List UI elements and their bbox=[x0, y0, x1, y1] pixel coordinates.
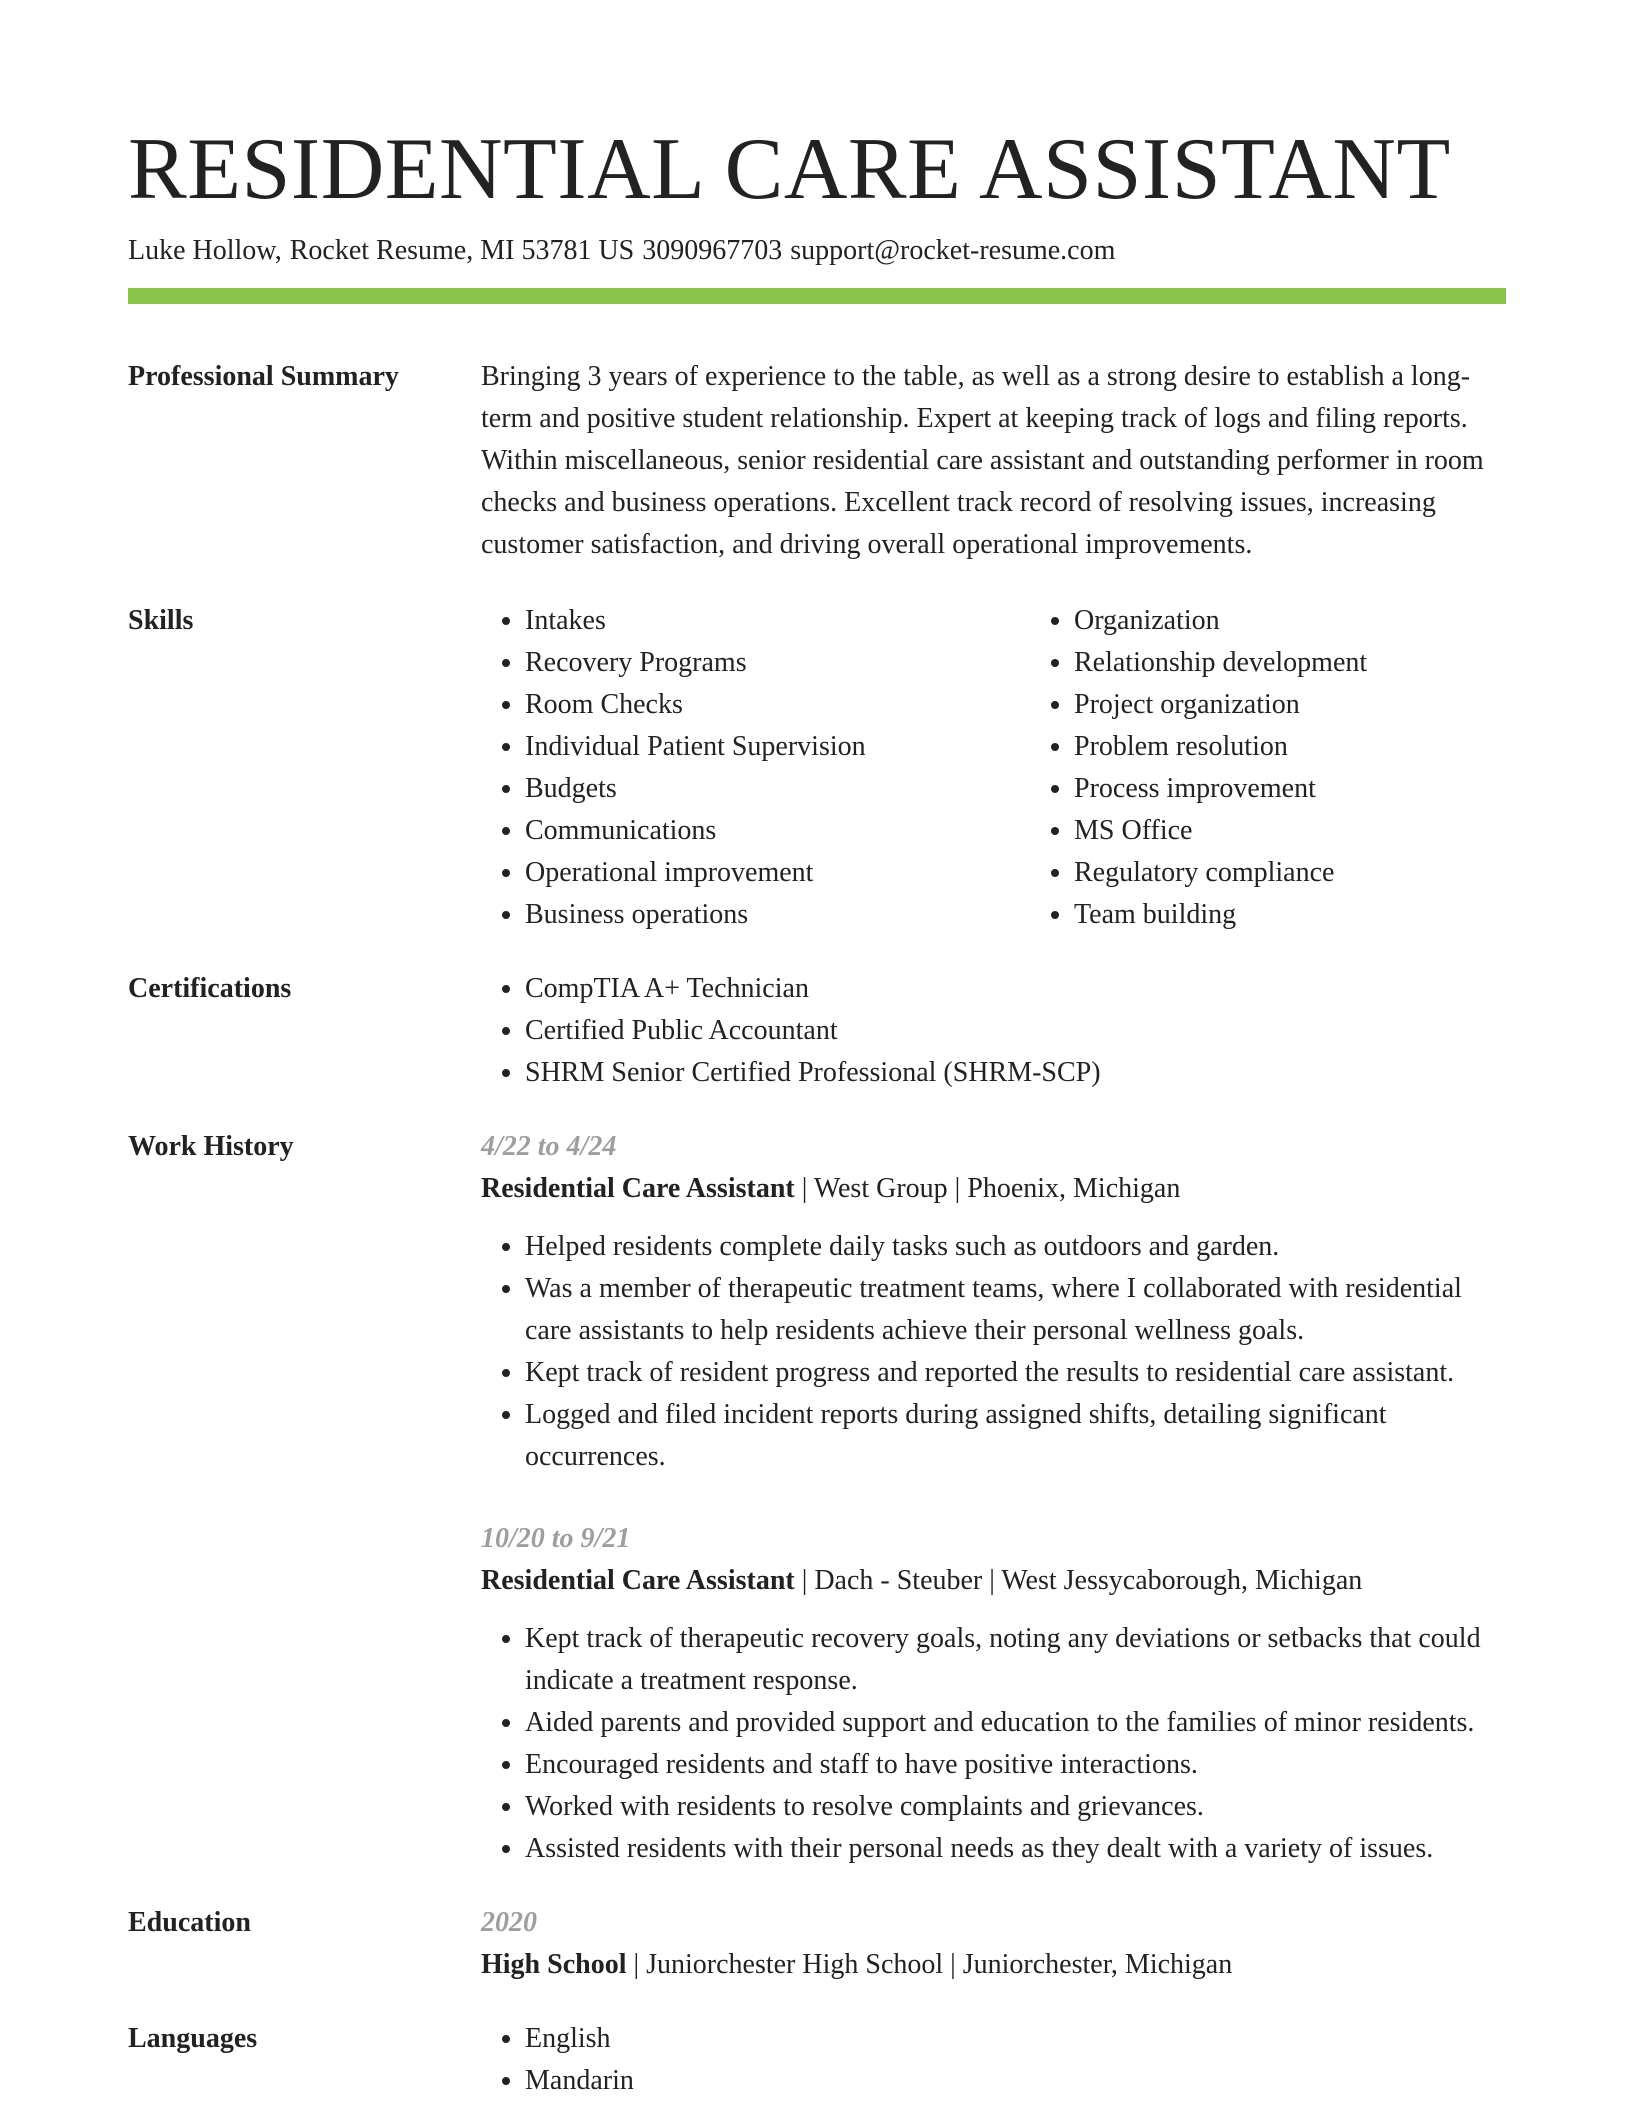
job-heading bbox=[481, 1560, 1506, 1602]
job-title: Residential Care Assistant bbox=[481, 1565, 795, 1596]
education-section bbox=[128, 1902, 1506, 1986]
job-details: | West Group | Phoenix, Michigan bbox=[794, 1173, 1181, 1204]
list-item: • Logged and filed incident reports during assigned shifts, detailing significant occurrences. bbox=[525, 1394, 1506, 1478]
list-item: • Encouraged residents and staff to have positive interactions. bbox=[525, 1744, 1506, 1786]
certifications-heading: Certifications bbox=[128, 973, 292, 1004]
summary-heading: Professional Summary bbox=[128, 361, 399, 392]
list-item: • Communications bbox=[525, 810, 1030, 852]
work-history-heading: Work History bbox=[128, 1131, 294, 1162]
skills-section bbox=[128, 600, 1506, 936]
languages-list bbox=[481, 2018, 1506, 2102]
contact-email: support@rocket-resume.com bbox=[790, 235, 1116, 266]
list-item: • Problem resolution bbox=[1074, 726, 1579, 768]
education-details: | Juniorchester High School | Juniorchester, Michigan bbox=[626, 1949, 1233, 1980]
list-item: • Kept track of therapeutic recovery goals, noting any deviations or setbacks that could indicate a treatment response. bbox=[525, 1618, 1506, 1702]
work-history-section bbox=[128, 1126, 1506, 1870]
list-item: • Certified Public Accountant bbox=[525, 1010, 1506, 1052]
list-item: • Budgets bbox=[525, 768, 1030, 810]
list-item: • Business operations bbox=[525, 894, 1030, 936]
job-details: | Dach - Steuber | West Jessycaborough, Michigan bbox=[794, 1565, 1363, 1596]
skills-list-left bbox=[481, 600, 1030, 936]
list-item: • Operational improvement bbox=[525, 852, 1030, 894]
job-title: Residential Care Assistant bbox=[481, 1173, 795, 1204]
contact-address: Rocket Resume, MI 53781 US bbox=[289, 235, 635, 266]
list-item: • Kept track of resident progress and reported the results to residential care assistant. bbox=[525, 1352, 1506, 1394]
summary-text: Bringing 3 years of experience to the table, as well as a strong desire to establish a long-term and positive student relationship. Expert at keeping track of logs and filing reports. Within miscellaneous, senior residential care assistant and outstanding performer in room checks and business operations. Excellent track record of resolving issues, increasing customer satisfaction, and driving overall operational improvements. bbox=[481, 361, 1484, 560]
certifications-section bbox=[128, 968, 1506, 1094]
job-entry bbox=[481, 1518, 1506, 1870]
contact-line bbox=[128, 234, 1506, 268]
list-item: • MS Office bbox=[1074, 810, 1579, 852]
list-item: • Team building bbox=[1074, 894, 1579, 936]
job-entry bbox=[481, 1126, 1506, 1478]
list-item: • Regulatory compliance bbox=[1074, 852, 1579, 894]
certifications-list bbox=[481, 968, 1506, 1094]
list-item: • Was a member of therapeutic treatment teams, where I collaborated with residential care assistants to help residents achieve their personal wellness goals. bbox=[525, 1268, 1506, 1352]
list-item: • Worked with residents to resolve complaints and grievances. bbox=[525, 1786, 1506, 1828]
education-line bbox=[481, 1944, 1506, 1986]
list-item: • SHRM Senior Certified Professional (SHRM-SCP) bbox=[525, 1052, 1506, 1094]
skills-list-right bbox=[1030, 600, 1579, 936]
list-item: • Individual Patient Supervision bbox=[525, 726, 1030, 768]
list-item: • Process improvement bbox=[1074, 768, 1579, 810]
list-item: • Project organization bbox=[1074, 684, 1579, 726]
languages-section bbox=[128, 2018, 1506, 2102]
list-item: • Organization bbox=[1074, 600, 1579, 642]
job-dates: 10/20 to 9/21 bbox=[481, 1523, 631, 1554]
skills-heading: Skills bbox=[128, 605, 194, 636]
job-dates: 4/22 to 4/24 bbox=[481, 1131, 617, 1162]
list-item: • Aided parents and provided support and education to the families of minor residents. bbox=[525, 1702, 1506, 1744]
list-item: • Intakes bbox=[525, 600, 1030, 642]
header-divider bbox=[128, 288, 1506, 304]
job-bullets bbox=[481, 1226, 1506, 1478]
education-degree: High School bbox=[481, 1949, 627, 1980]
list-item: • Helped residents complete daily tasks such as outdoors and garden. bbox=[525, 1226, 1506, 1268]
job-heading bbox=[481, 1168, 1506, 1210]
list-item: • English bbox=[525, 2018, 1506, 2060]
contact-phone: 3090967703 bbox=[642, 235, 783, 266]
languages-heading: Languages bbox=[128, 2023, 258, 2054]
list-item: • Room Checks bbox=[525, 684, 1030, 726]
list-item: • Assisted residents with their personal needs as they dealt with a variety of issues. bbox=[525, 1828, 1506, 1870]
summary-section bbox=[128, 356, 1506, 566]
contact-name: Luke Hollow, bbox=[128, 235, 282, 266]
list-item: • Relationship development bbox=[1074, 642, 1579, 684]
education-year: 2020 bbox=[481, 1907, 537, 1938]
resume-page bbox=[128, 0, 1506, 2102]
list-item: • CompTIA A+ Technician bbox=[525, 968, 1506, 1010]
education-heading: Education bbox=[128, 1907, 251, 1938]
job-bullets bbox=[481, 1618, 1506, 1870]
list-item: • Mandarin bbox=[525, 2060, 1506, 2102]
list-item: • Recovery Programs bbox=[525, 642, 1030, 684]
resume-title: RESIDENTIAL CARE ASSISTANT bbox=[128, 121, 1451, 218]
